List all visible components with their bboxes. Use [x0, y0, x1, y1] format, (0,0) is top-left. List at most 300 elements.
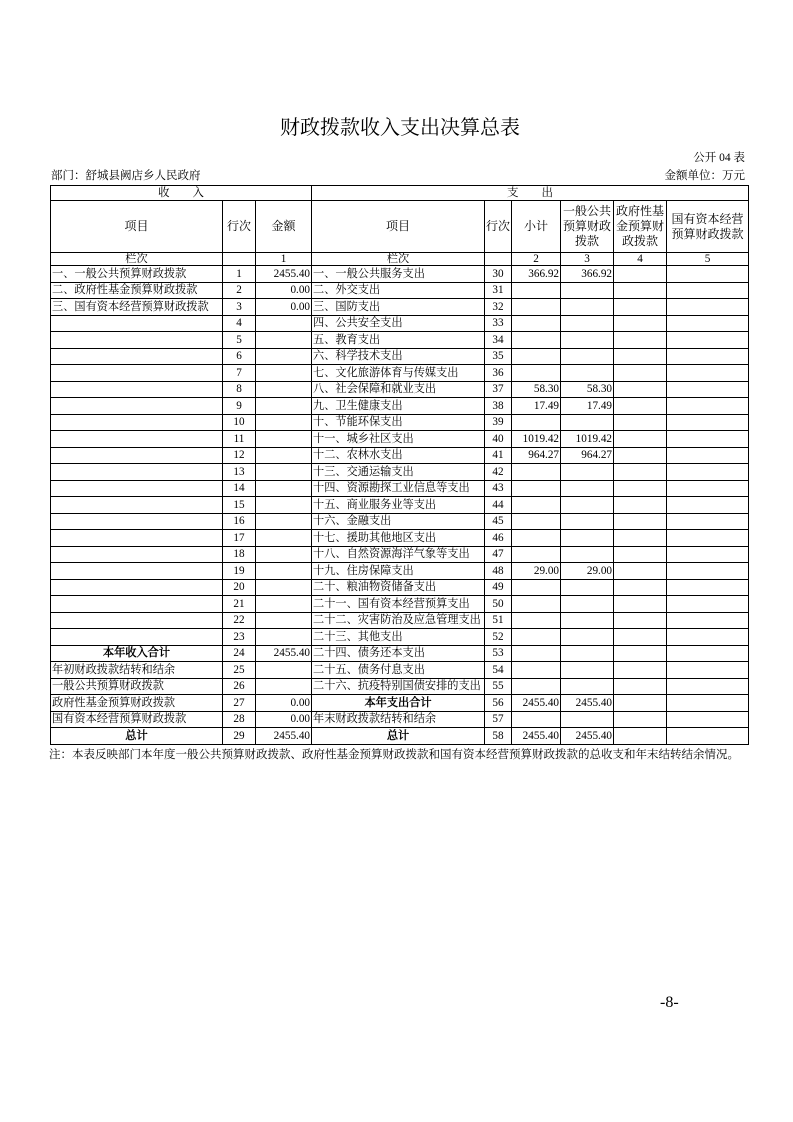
- general-budget-cell: [561, 299, 614, 316]
- fund-budget-cell: [614, 398, 667, 415]
- expense-item-cell: 二十、粮油物资储备支出: [312, 579, 485, 596]
- income-amount-cell: [256, 480, 312, 497]
- income-amount-cell: 2455.40: [256, 266, 312, 283]
- income-amount-cell: 2455.40: [256, 645, 312, 662]
- income-amount-cell: [256, 431, 312, 448]
- subtotal-column-number: 2: [512, 253, 561, 266]
- income-item-cell: [51, 431, 223, 448]
- income-line-cell: 15: [223, 497, 256, 514]
- subtotal-cell: [512, 332, 561, 349]
- income-line-cell: 11: [223, 431, 256, 448]
- subtotal-cell: [512, 546, 561, 563]
- expense-item-cell: 四、公共安全支出: [312, 315, 485, 332]
- income-item-cell: 三、国有资本经营预算财政拨款: [51, 299, 223, 316]
- general-budget-cell: 2455.40: [561, 728, 614, 745]
- general-budget-header: [561, 201, 614, 253]
- state-capital-budget-column-number: 5: [667, 253, 749, 266]
- expense-item-cell: 年末财政拨款结转和结余: [312, 711, 485, 728]
- table-row: [51, 480, 749, 497]
- expense-item-cell: 六、科学技术支出: [312, 348, 485, 365]
- general-budget-cell: [561, 711, 614, 728]
- income-amount-cell: [256, 530, 312, 547]
- fund-budget-cell: [614, 711, 667, 728]
- subtotal-cell: [512, 480, 561, 497]
- table-row: [51, 711, 749, 728]
- fund-budget-header: [614, 201, 667, 253]
- expense-line-cell: 40: [485, 431, 512, 448]
- general-budget-cell: [561, 480, 614, 497]
- subtotal-cell: 964.27: [512, 447, 561, 464]
- header-line: 金预算财: [616, 219, 665, 233]
- fund-budget-cell: [614, 447, 667, 464]
- header-line: 预算财政拨款: [671, 226, 744, 241]
- fund-budget-cell: [614, 431, 667, 448]
- state-capital-budget-cell: [667, 266, 749, 283]
- expense-line-cell: 36: [485, 365, 512, 382]
- income-item-cell: [51, 315, 223, 332]
- expense-line-cell: 54: [485, 662, 512, 679]
- expense-line-cell: 55: [485, 678, 512, 695]
- income-line-cell: 5: [223, 332, 256, 349]
- income-line-cell: 2: [223, 282, 256, 299]
- expense-item-cell: 十一、城乡社区支出: [312, 431, 485, 448]
- expense-item-cell: 一、一般公共服务支出: [312, 266, 485, 283]
- general-budget-cell: 1019.42: [561, 431, 614, 448]
- subtotal-cell: [512, 348, 561, 365]
- expense-item-cell: 二十四、债务还本支出: [312, 645, 485, 662]
- income-amount-cell: [256, 365, 312, 382]
- page-title: 财政拨款收入支出决算总表: [280, 117, 520, 139]
- income-column-label: 栏次: [51, 253, 223, 266]
- expense-line-cell: 34: [485, 332, 512, 349]
- state-capital-budget-cell: [667, 530, 749, 547]
- income-amount-cell: [256, 579, 312, 596]
- expense-item-cell: 十六、金融支出: [312, 513, 485, 530]
- fund-budget-cell: [614, 695, 667, 712]
- income-line-cell: 14: [223, 480, 256, 497]
- table-row: [51, 315, 749, 332]
- general-budget-cell: [561, 530, 614, 547]
- income-item-cell: [51, 398, 223, 415]
- footnote: 注：本表反映部门本年度一般公共预算财政拨款、政府性基金预算财政拨款和国有资本经营预算财政拨款的总收支和年末结转结余情况。: [49, 749, 739, 761]
- expense-item-cell: 二十二、灾害防治及应急管理支出: [312, 612, 485, 629]
- expense-item-cell: 八、社会保障和就业支出: [312, 381, 485, 398]
- general-budget-cell: [561, 315, 614, 332]
- fund-budget-cell: [614, 662, 667, 679]
- income-amount-column-number: 1: [256, 253, 312, 266]
- expense-line-cell: 48: [485, 563, 512, 580]
- subtotal-cell: [512, 645, 561, 662]
- expense-item-cell: 十七、援助其他地区支出: [312, 530, 485, 547]
- state-capital-budget-cell: [667, 480, 749, 497]
- income-item-cell: [51, 464, 223, 481]
- table-body: [51, 266, 749, 745]
- expense-item-cell: 十二、农林水支出: [312, 447, 485, 464]
- expense-line-cell: 33: [485, 315, 512, 332]
- general-budget-cell: [561, 546, 614, 563]
- expense-item-cell: 五、教育支出: [312, 332, 485, 349]
- expense-line-number-cell: [485, 253, 512, 266]
- income-line-cell: 16: [223, 513, 256, 530]
- subtotal-cell: [512, 662, 561, 679]
- table-row: [51, 497, 749, 514]
- state-capital-budget-header: [667, 201, 749, 253]
- expense-line-cell: 32: [485, 299, 512, 316]
- income-item-cell: [51, 563, 223, 580]
- income-amount-cell: [256, 315, 312, 332]
- income-amount-cell: [256, 678, 312, 695]
- expense-item-cell: 二十一、国有资本经营预算支出: [312, 596, 485, 613]
- income-line-cell: 12: [223, 447, 256, 464]
- table-row: [51, 381, 749, 398]
- fund-budget-cell: [614, 645, 667, 662]
- expense-line-cell: 51: [485, 612, 512, 629]
- table-row: [51, 332, 749, 349]
- expense-item-cell: 二十三、其他支出: [312, 629, 485, 646]
- table-row: [51, 299, 749, 316]
- income-amount-cell: [256, 629, 312, 646]
- income-item-cell: [51, 480, 223, 497]
- income-amount-cell: [256, 662, 312, 679]
- general-budget-cell: [561, 662, 614, 679]
- general-budget-cell: 964.27: [561, 447, 614, 464]
- table-row: [51, 530, 749, 547]
- expense-line-cell: 30: [485, 266, 512, 283]
- expense-item-header: 项目: [312, 201, 485, 253]
- income-item-cell: [51, 629, 223, 646]
- subtotal-cell: [512, 579, 561, 596]
- income-item-cell: [51, 497, 223, 514]
- general-budget-cell: [561, 612, 614, 629]
- fund-budget-cell: [614, 497, 667, 514]
- general-budget-cell: [561, 282, 614, 299]
- subtotal-cell: 366.92: [512, 266, 561, 283]
- income-line-cell: 9: [223, 398, 256, 415]
- income-amount-cell: [256, 596, 312, 613]
- state-capital-budget-cell: [667, 711, 749, 728]
- header-line: 政拨款: [622, 234, 659, 248]
- income-item-cell: [51, 513, 223, 530]
- income-line-cell: 20: [223, 579, 256, 596]
- fund-budget-cell: [614, 579, 667, 596]
- subtotal-cell: [512, 365, 561, 382]
- income-line-cell: 4: [223, 315, 256, 332]
- table-row: [51, 546, 749, 563]
- income-amount-header: 金额: [256, 201, 312, 253]
- subtotal-cell: [512, 629, 561, 646]
- income-amount-cell: 0.00: [256, 299, 312, 316]
- expense-item-cell: 十三、交通运输支出: [312, 464, 485, 481]
- subtotal-cell: [512, 513, 561, 530]
- income-amount-cell: 2455.40: [256, 728, 312, 745]
- expense-item-cell: 十五、商业服务业等支出: [312, 497, 485, 514]
- subtotal-cell: [512, 464, 561, 481]
- general-budget-cell: [561, 579, 614, 596]
- general-budget-cell: 17.49: [561, 398, 614, 415]
- header-line: 拨款: [575, 234, 600, 248]
- state-capital-budget-cell: [667, 414, 749, 431]
- fund-budget-cell: [614, 282, 667, 299]
- income-item-cell: [51, 348, 223, 365]
- fund-budget-cell: [614, 464, 667, 481]
- subtotal-cell: 58.30: [512, 381, 561, 398]
- subtotal-cell: [512, 282, 561, 299]
- expense-item-cell: 二十五、债务付息支出: [312, 662, 485, 679]
- state-capital-budget-cell: [667, 612, 749, 629]
- fund-budget-cell: [614, 596, 667, 613]
- income-line-cell: 18: [223, 546, 256, 563]
- table-row: [51, 447, 749, 464]
- income-item-cell: 一般公共预算财政拨款: [51, 678, 223, 695]
- state-capital-budget-cell: [667, 464, 749, 481]
- expense-item-cell: 十九、住房保障支出: [312, 563, 485, 580]
- table-row: [51, 431, 749, 448]
- expense-item-cell: 十、节能环保支出: [312, 414, 485, 431]
- state-capital-budget-cell: [667, 645, 749, 662]
- expense-item-cell: 十八、自然资源海洋气象等支出: [312, 546, 485, 563]
- state-capital-budget-cell: [667, 398, 749, 415]
- subtotal-cell: [512, 711, 561, 728]
- state-capital-budget-cell: [667, 315, 749, 332]
- table-row: [51, 629, 749, 646]
- income-line-cell: 27: [223, 695, 256, 712]
- income-amount-cell: [256, 546, 312, 563]
- expense-line-cell: 47: [485, 546, 512, 563]
- subtotal-cell: 2455.40: [512, 695, 561, 712]
- general-budget-cell: 58.30: [561, 381, 614, 398]
- fund-budget-cell: [614, 728, 667, 745]
- income-line-cell: 21: [223, 596, 256, 613]
- subtotal-cell: 2455.40: [512, 728, 561, 745]
- state-capital-budget-cell: [667, 299, 749, 316]
- state-capital-budget-cell: [667, 662, 749, 679]
- general-budget-cell: [561, 629, 614, 646]
- expense-item-cell: 二、外交支出: [312, 282, 485, 299]
- expense-line-cell: 44: [485, 497, 512, 514]
- income-item-cell: 年初财政拨款结转和结余: [51, 662, 223, 679]
- income-item-cell: [51, 414, 223, 431]
- fund-budget-cell: [614, 530, 667, 547]
- table-row: [51, 695, 749, 712]
- fund-budget-cell: [614, 348, 667, 365]
- state-capital-budget-cell: [667, 348, 749, 365]
- expense-item-cell: 二十六、抗疫特别国债安排的支出: [312, 678, 485, 695]
- income-line-cell: 17: [223, 530, 256, 547]
- fund-budget-cell: [614, 678, 667, 695]
- fund-budget-cell: [614, 332, 667, 349]
- income-line-header: 行次: [223, 201, 256, 253]
- income-line-cell: 24: [223, 645, 256, 662]
- fund-budget-cell: [614, 299, 667, 316]
- subtotal-cell: [512, 596, 561, 613]
- fund-budget-column-number: 4: [614, 253, 667, 266]
- state-capital-budget-cell: [667, 546, 749, 563]
- subtotal-cell: [512, 414, 561, 431]
- general-budget-cell: 2455.40: [561, 695, 614, 712]
- general-budget-cell: [561, 497, 614, 514]
- expense-item-cell: 九、卫生健康支出: [312, 398, 485, 415]
- fund-budget-cell: [614, 546, 667, 563]
- header-line: 一般公共: [563, 204, 612, 218]
- income-line-cell: 23: [223, 629, 256, 646]
- fund-budget-cell: [614, 365, 667, 382]
- fund-budget-cell: [614, 629, 667, 646]
- income-amount-cell: [256, 612, 312, 629]
- income-item-cell: [51, 530, 223, 547]
- state-capital-budget-cell: [667, 579, 749, 596]
- income-amount-cell: [256, 563, 312, 580]
- subtotal-cell: 1019.42: [512, 431, 561, 448]
- column-header-row: [51, 201, 749, 253]
- header-line: 预算财政: [563, 219, 612, 233]
- subtotal-cell: 17.49: [512, 398, 561, 415]
- state-capital-budget-cell: [667, 563, 749, 580]
- expense-line-cell: 50: [485, 596, 512, 613]
- form-code: 公开 04 表: [693, 152, 745, 164]
- income-item-cell: [51, 546, 223, 563]
- income-amount-cell: [256, 332, 312, 349]
- general-budget-cell: [561, 513, 614, 530]
- income-amount-cell: 0.00: [256, 282, 312, 299]
- group-header-row: [51, 186, 749, 201]
- expense-line-cell: 39: [485, 414, 512, 431]
- subtotal-cell: [512, 299, 561, 316]
- state-capital-budget-cell: [667, 596, 749, 613]
- income-amount-cell: [256, 398, 312, 415]
- expense-line-cell: 53: [485, 645, 512, 662]
- state-capital-budget-cell: [667, 629, 749, 646]
- income-item-cell: 国有资本经营预算财政拨款: [51, 711, 223, 728]
- subtotal-cell: [512, 497, 561, 514]
- income-line-cell: 3: [223, 299, 256, 316]
- income-item-cell: [51, 381, 223, 398]
- state-capital-budget-cell: [667, 678, 749, 695]
- amount-unit-label: 金额单位：万元: [664, 170, 745, 182]
- table-row: [51, 579, 749, 596]
- expense-group-header: 支 出: [312, 186, 749, 201]
- expense-line-cell: 41: [485, 447, 512, 464]
- general-budget-cell: [561, 332, 614, 349]
- income-group-header: 收 入: [51, 186, 312, 201]
- state-capital-budget-cell: [667, 497, 749, 514]
- expense-item-cell: 总计: [312, 728, 485, 745]
- expense-line-cell: 37: [485, 381, 512, 398]
- income-line-cell: 22: [223, 612, 256, 629]
- expense-line-cell: 46: [485, 530, 512, 547]
- general-budget-cell: [561, 365, 614, 382]
- subtotal-cell: [512, 530, 561, 547]
- state-capital-budget-cell: [667, 332, 749, 349]
- income-item-cell: 本年收入合计: [51, 645, 223, 662]
- income-line-cell: 8: [223, 381, 256, 398]
- income-line-cell: 29: [223, 728, 256, 745]
- expense-line-cell: 49: [485, 579, 512, 596]
- state-capital-budget-cell: [667, 282, 749, 299]
- header-line: 国有资本经营: [671, 211, 744, 226]
- income-line-cell: 6: [223, 348, 256, 365]
- income-amount-cell: 0.00: [256, 711, 312, 728]
- state-capital-budget-cell: [667, 381, 749, 398]
- state-capital-budget-cell: [667, 447, 749, 464]
- table-row: [51, 464, 749, 481]
- expense-item-cell: 七、文化旅游体育与传媒支出: [312, 365, 485, 382]
- expense-item-cell: 十四、资源勘探工业信息等支出: [312, 480, 485, 497]
- table-row: [51, 365, 749, 382]
- fund-budget-cell: [614, 315, 667, 332]
- table-row: [51, 414, 749, 431]
- expense-line-cell: 38: [485, 398, 512, 415]
- expense-line-cell: 56: [485, 695, 512, 712]
- budget-summary-table: [50, 185, 749, 745]
- income-amount-cell: [256, 381, 312, 398]
- income-line-number-cell: [223, 253, 256, 266]
- table-row: [51, 348, 749, 365]
- income-amount-cell: [256, 414, 312, 431]
- income-amount-cell: [256, 513, 312, 530]
- expense-item-cell: 本年支出合计: [312, 695, 485, 712]
- income-line-cell: 7: [223, 365, 256, 382]
- subtotal-cell: [512, 678, 561, 695]
- table-row: [51, 282, 749, 299]
- income-line-cell: 19: [223, 563, 256, 580]
- expense-line-cell: 45: [485, 513, 512, 530]
- subtotal-header: 小计: [512, 201, 561, 253]
- general-budget-cell: [561, 414, 614, 431]
- income-item-cell: [51, 365, 223, 382]
- page-number: -8-: [660, 994, 679, 1011]
- income-item-cell: 一、一般公共预算财政拨款: [51, 266, 223, 283]
- general-budget-cell: 366.92: [561, 266, 614, 283]
- expense-line-cell: 42: [485, 464, 512, 481]
- table-row: [51, 398, 749, 415]
- general-budget-cell: [561, 348, 614, 365]
- subtotal-cell: 29.00: [512, 563, 561, 580]
- subtotal-cell: [512, 315, 561, 332]
- income-amount-cell: 0.00: [256, 695, 312, 712]
- table-row: [51, 266, 749, 283]
- table-row: [51, 563, 749, 580]
- table-row: [51, 612, 749, 629]
- subtotal-cell: [512, 612, 561, 629]
- state-capital-budget-cell: [667, 431, 749, 448]
- income-line-cell: 26: [223, 678, 256, 695]
- income-item-cell: 总计: [51, 728, 223, 745]
- state-capital-budget-cell: [667, 728, 749, 745]
- income-item-cell: [51, 579, 223, 596]
- table-row: [51, 596, 749, 613]
- fund-budget-cell: [614, 266, 667, 283]
- expense-line-cell: 57: [485, 711, 512, 728]
- general-budget-cell: [561, 596, 614, 613]
- general-budget-cell: [561, 464, 614, 481]
- income-item-cell: [51, 612, 223, 629]
- fund-budget-cell: [614, 513, 667, 530]
- income-line-cell: 25: [223, 662, 256, 679]
- expense-column-label: 栏次: [312, 253, 485, 266]
- expense-line-cell: 52: [485, 629, 512, 646]
- table-row: [51, 645, 749, 662]
- table-row: [51, 662, 749, 679]
- table-row: [51, 728, 749, 745]
- income-amount-cell: [256, 464, 312, 481]
- table-row: [51, 513, 749, 530]
- fund-budget-cell: [614, 381, 667, 398]
- income-item-cell: [51, 332, 223, 349]
- state-capital-budget-cell: [667, 365, 749, 382]
- expense-line-header: 行次: [485, 201, 512, 253]
- income-line-cell: 13: [223, 464, 256, 481]
- income-item-cell: 二、政府性基金预算财政拨款: [51, 282, 223, 299]
